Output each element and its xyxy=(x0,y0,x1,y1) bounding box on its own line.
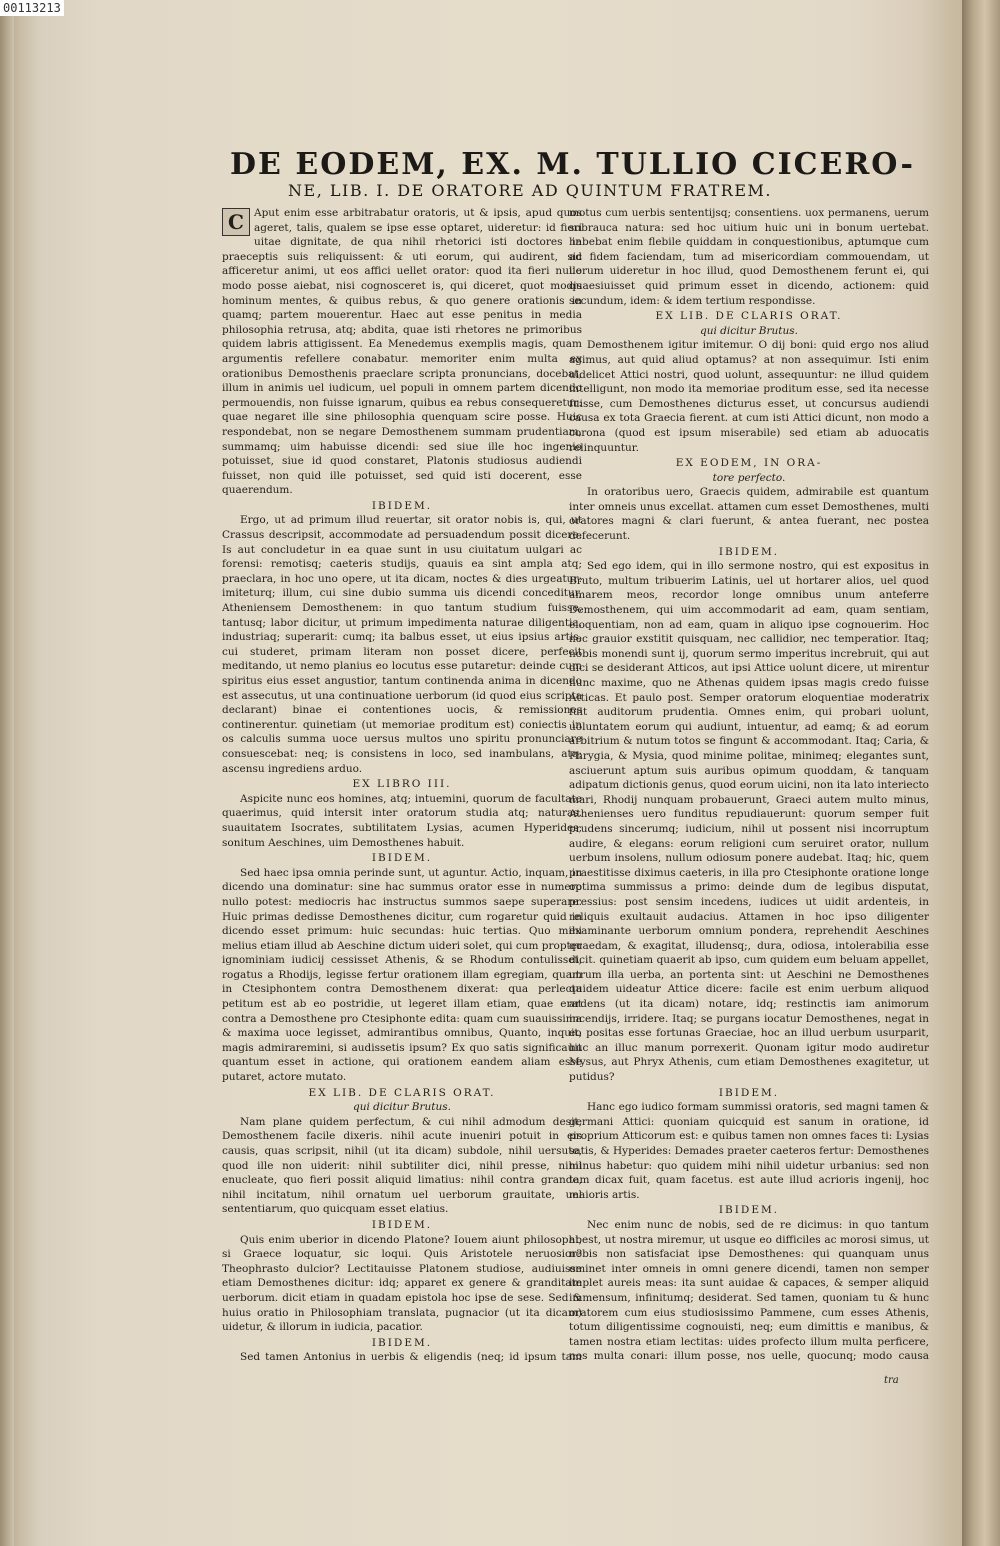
paragraph: Aput enim esse arbitrabatur oratoris, ut & ipsis, apud quos ageret, talis, qualem se ipse esse optaret, uideretur: id fieri uitae dignitate, de qua nihil rhetorici isti doctores in praeceptis suis reliquissent: & uti eorum, qui audirent, sic afficeretur animi, ut eos affici uellet orator: quod ita fieri nullo modo posse aiebat, nisi cognosceret is, qui diceret, quot modis hominum mentes, & quibus rebus, & quo genere orationis in quamq; partem mouerentur. Haec aut esse penitus in media philosophia retrusa, atq; abdita, quae isti rhetores ne primoribus quidem labris attigissent. Ea Menedemus exemplis magis, quam argumentis refellere conabatur. memoriter enim multa ex orationibus Demosthenis praeclare scripta pronuncians, docebat, illum in animis uel iudicum, uel populi in omnem partem dicendo permouendis, non fuisse ignarum, quibus ea rebus consequeretur: quae negaret ille sine philosophia quenquam scire posse. Huic respondebat, non se negare Demosthenem summam prudentiam, summamq; uim habuisse dicendi: sed siue ille hoc ingenio potuisset, siue id quod constaret, Platonis studiosus audiendi fuisset, non quid ille potuisset, sed quid isti docerent, esse quaerendum. xyxy=(222,207,582,497)
paragraph: Hanc ego iudico formam summissi oratoris, sed magni tamen & germani Attici: quoniam quicquid est sanum in oratione, id proprium Atticorum est: e quibus tamen non omnes faces ti: Lysias satis, & Hyperides: Demades praeter caeteros fertur: Demosthenes minus habetur: quo quidem mihi nihil uidetur urbanius: sed non tam dicax fuit, quam facetus. est aute illud acrioris ingenij, hoc maioris artis. xyxy=(569,1101,929,1201)
section-subheading: qui dicitur Brutus. xyxy=(352,1101,452,1114)
paragraph: Nam plane quidem perfectum, & cui nihil admodum desit, Demosthenem facile dixeris. nihil acute inueniri potuit in eis causis, quas scripsit, nihil (ut ita dicam) subdole, nihil uersute, quod ille non uiderit: nihil subtiliter dici, nihil presse, nihil enucleate, quo fieri possit aliquid limatius: nihil contra grande, nihil incitatum, nihil ornatum uel uerborum grauitate, uel sententiarum, quo quicquam esset elatius. xyxy=(222,1115,582,1216)
section-heading: IBIDEM. xyxy=(371,1336,433,1349)
paragraph: Ergo, ut ad primum illud reuertar, sit orator nobis is, qui, ut Crassus descripsit, accommodate ad persuadendum possit dicere. Is aut concludetur in ea quae sunt in usu ciuitatum uulgari ac forensi: remotisq; caeteris studijs, quauis ea sint ampla atq; praeclara, in hoc uno opere, ut ita dicam, noctes & dies urgeatur: imiteturq; illum, cui sine dubio summa uis dicendi conceditur, Atheniensem Demosthenem: in quo tantum studium fuisse, tantusq; labor dicitur, ut primum impedimenta naturae diligentia, industriaq; superarit: cumq; ita balbus esset, ut eius ipsius artis, cui studeret, primam literam non posset dicere, perfecit meditando, ut nemo planius eo locutus esse putaretur: deinde cum spiritus eius esset angustior, tantum continenda anima in dicendo est assecutus, ut una continuatione uerborum (id quod eius scripta declarant) binae ei contentiones uocis, & remissiones continerentur. quinetiam (ut memoriae proditum est) coniectis in os calculis summa uoce uersus multos uno spiritu pronunciare consuescebat: neq; is consistens in loco, sed inambulans, atq; ascensu ingrediens arduo. xyxy=(222,514,582,775)
paragraph: Aspicite nunc eos homines, atq; intuemini, quorum de facultate quaerimus, quid intersit inter oratorum studia atq; naturas. suauitatem Isocrates, subtilitatem Lysias, acumen Hyperides, sonitum Aeschines, uim Demosthenes habuit. xyxy=(222,792,582,849)
section-heading: EX LIB. DE CLARIS ORAT. xyxy=(655,310,843,323)
section-heading: EX LIB. DE CLARIS ORAT. xyxy=(308,1086,496,1099)
section-heading: IBIDEM. xyxy=(718,1204,780,1217)
paragraph: Quis enim uberior in dicendo Platone? Iouem aiunt philosophi, si Graece loquatur, sic loqui. Quis Aristotele neruosior? Theophrasto dulcior? Lectitauisse Platonem studiose, audiuisse etiam Demosthenes dicitur: idq; apparet ex genere & granditate uerborum. dicit etiam in quadam epistola hoc ipse de sese. Sed & huius oratio in Philosophiam translata, pugnacior (ut ita dicam) uidetur, & illorum in iudicia, pacatior. xyxy=(222,1233,582,1334)
dropcap-initial: C xyxy=(222,208,250,236)
section-heading: IBIDEM. xyxy=(371,499,433,512)
section-heading: IBIDEM. xyxy=(371,1218,433,1231)
section-subheading: qui dicitur Brutus. xyxy=(699,324,799,337)
heading-line-1: DE EODEM, EX. M. TULLIO CICERO- xyxy=(230,147,915,182)
section-heading: EX EODEM, IN ORA- xyxy=(675,457,823,470)
page-edge xyxy=(0,0,14,1546)
paragraph: Nec enim nunc de nobis, sed de re dicimus: in quo tantum abest, ut nostra miremur, ut usque eo difficiles ac morosi simus, ut nobis non satisfaciat ipse Demosthenes: qui quanquam unus eminet inter omneis in omni genere dicendi, tamen non semper implet aureis meas: ita sunt auidae & capaces, & semper aliquid immensum, infinitumq; desiderat. Sed tamen, quoniam tu & hunc oratorem cum eius studiosissimo Pammene, cum esses Athenis, totum diligentissime cognouisti, neq; eum dimittis e manibus, & tamen nostra etiam lectitas: uides profecto illum multa perficere, nos multa conari: illum posse, nos uelle, quocunq; modo causa xyxy=(569,1218,929,1363)
book-spine xyxy=(962,0,1000,1546)
left-column xyxy=(222,206,582,1366)
heading-line-2: NE, LIB. I. DE ORATORE AD QUINTUM FRATREM. xyxy=(288,181,772,200)
section-heading: IBIDEM. xyxy=(371,852,433,865)
section-heading: IBIDEM. xyxy=(718,545,780,558)
section-heading: EX LIBRO III. xyxy=(352,778,452,791)
catchword: tra xyxy=(884,1375,899,1386)
paragraph: Demosthenem igitur imitemur. O dij boni: quid ergo nos aliud agimus, aut quid aliud optamus? at non assequimur. Isti enim uidelicet Attici nostri, quod uolunt, assequuntur: ne illud quidem intelligunt, non modo ita memoriae proditum esse, sed ita necesse fuisse, cum Demosthenes dicturus esset, ut concursus audiendi causa ex tota Graecia fierent. at cum isti Attici dicunt, non modo a corona (quod est ipsum miserabile) sed etiam ab aduocatis relinquuntur. xyxy=(569,339,929,454)
section-subheading: tore perfecto. xyxy=(712,471,786,484)
paragraph: Sed haec ipsa omnia perinde sunt, ut aguntur. Actio, inquam, in dicendo una dominatur: sine hac summus orator esse in numero nullo potest: mediocris hac instructus summos saepe superare. Huic primas dedisse Demosthenes dicitur, cum rogaretur quid in dicendo esset primum: huic secundas: huic tertias. Quo mihi melius etiam illud ab Aeschine dictum uideri solet, qui cum propter ignominiam iudicij cessisset Athenis, & se Rhodum contulisset, rogatus a Rhodijs, legisse fertur orationem illam egregiam, quam in Ctesiphontem contra Demosthenem dixerat: qua perlecta petitum est ab eo postridie, ut legeret illam etiam, quae erat contra a Demosthene pro Ctesiphonte edita: quam cum suauissima & maxima uoce legisset, admirantibus omnibus, Quanto, inquit, magis admiraremini, si audissetis ipsum? Ex quo satis significauit quantum esset in actione, qui orationem eandem aliam esse putaret, actore mutato. xyxy=(222,866,582,1084)
section-heading: IBIDEM. xyxy=(718,1086,780,1099)
right-column xyxy=(569,206,929,1366)
paragraph: motus cum uerbis sententijsq; consentiens. uox permanens, uerum subrauca natura: sed hoc uitium huic uni in bonum uertebat. habebat enim flebile quiddam in conquestionibus, aptumque cum ad fidem faciendam, tum ad misericordiam commouendam, ut uerum uideretur in hoc illud, quod Demosthenem ferunt ei, qui quaesiuisset quid primum esset in dicendo, actionem: quid secundum, idem: & idem tertium respondisse. xyxy=(569,207,929,307)
paragraph: Sed tamen Antonius in uerbis & eligendis (neq; id ipsum tam xyxy=(240,1351,582,1364)
page-heading xyxy=(230,147,915,201)
paragraph: In oratoribus uero, Graecis quidem, admirabile est quantum inter omneis unus excellat. attamen cum esset Demosthenes, multi oratores magni & clari fuerunt, & antea fuerant, nec postea defecerunt. xyxy=(569,486,929,543)
paragraph: Sed ego idem, qui in illo sermone nostro, qui est expositus in Bruto, multum tribuerim Latinis, uel ut hortarer alios, uel quod amarem meos, recordor longe omnibus unum anteferre Demosthenem, qui uim accommodarit ad eam, quam sentiam, eloquentiam, non ad eam, quam in aliquo ipse cognouerim. Hoc nec grauior exstitit quisquam, nec callidior, nec temperatior. Itaq; nobis monendi sunt ij, quorum sermo imperitus increbruit, qui aut dici se desiderant Atticos, aut ipsi Attice uolunt dicere, ut mirentur hunc maxime, quo ne Athenas quidem ipsas magis credo fuisse Atticas. Et paulo post. Semper oratorum eloquentiae moderatrix fuit auditorum prudentia. Omnes enim, qui probari uolunt, uoluntatem eorum qui audiunt, intuentur, ad eamq; & ad eorum arbitrium & nutum totos se fingunt & accommodant. Itaq; Caria, & Phrygia, & Mysia, quod minime politae, minimeq; elegantes sunt, asciuerunt aptum suis auribus opimum quoddam, & tanquam adipatum dictionis genus, quod eorum uicini, non ita lato interiecto mari, Rhodij nunquam probauerunt, Graeci autem multo minus, Athenienses uero funditus repudiauerunt: quorum semper fuit prudens sincerumq; iudicium, nihil ut possent nisi incorruptum audire, & elegans: eorum religioni cum seruiret orator, nullum uerbum insolens, nullum odiosum ponere audebat. Itaq; hic, quem praestitisse diximus caeteris, in illa pro Ctesiphonte oratione longe optima summissus a primo: deinde dum de legibus disputat, pressius: post sensim incedens, iudices ut uidit ardenteis, in reliquis exultauit audacius. Attamen in hoc ipso diligenter examinante uerborum omnium pondera, reprehendit Aeschines quaedam, & exagitat, illudensq;, dura, odiosa, intolerabilia esse dicit. quinetiam quaerit ab ipso, cum quidem eum beluam appellet, utrum illa uerba, an portenta sint: ut Aeschini ne Demosthenes quidem uideatur Attice dicere: facile est enim uerbum aliquod ardens (ut ita dicam) notare, idq; restinctis iam animorum incendijs, irridere. Itaq; se purgans iocatur Demosthenes, negat in eo positas esse fortunas Graeciae, hoc an illud uerbum usurparit, huc an illuc manum porrexerit. Quonam igitur modo audiretur Mysus, aut Phryx Athenis, cum etiam Demosthenes exagitetur, ut putidus? xyxy=(569,560,929,1084)
corner-tag: 00113213 xyxy=(0,0,64,16)
